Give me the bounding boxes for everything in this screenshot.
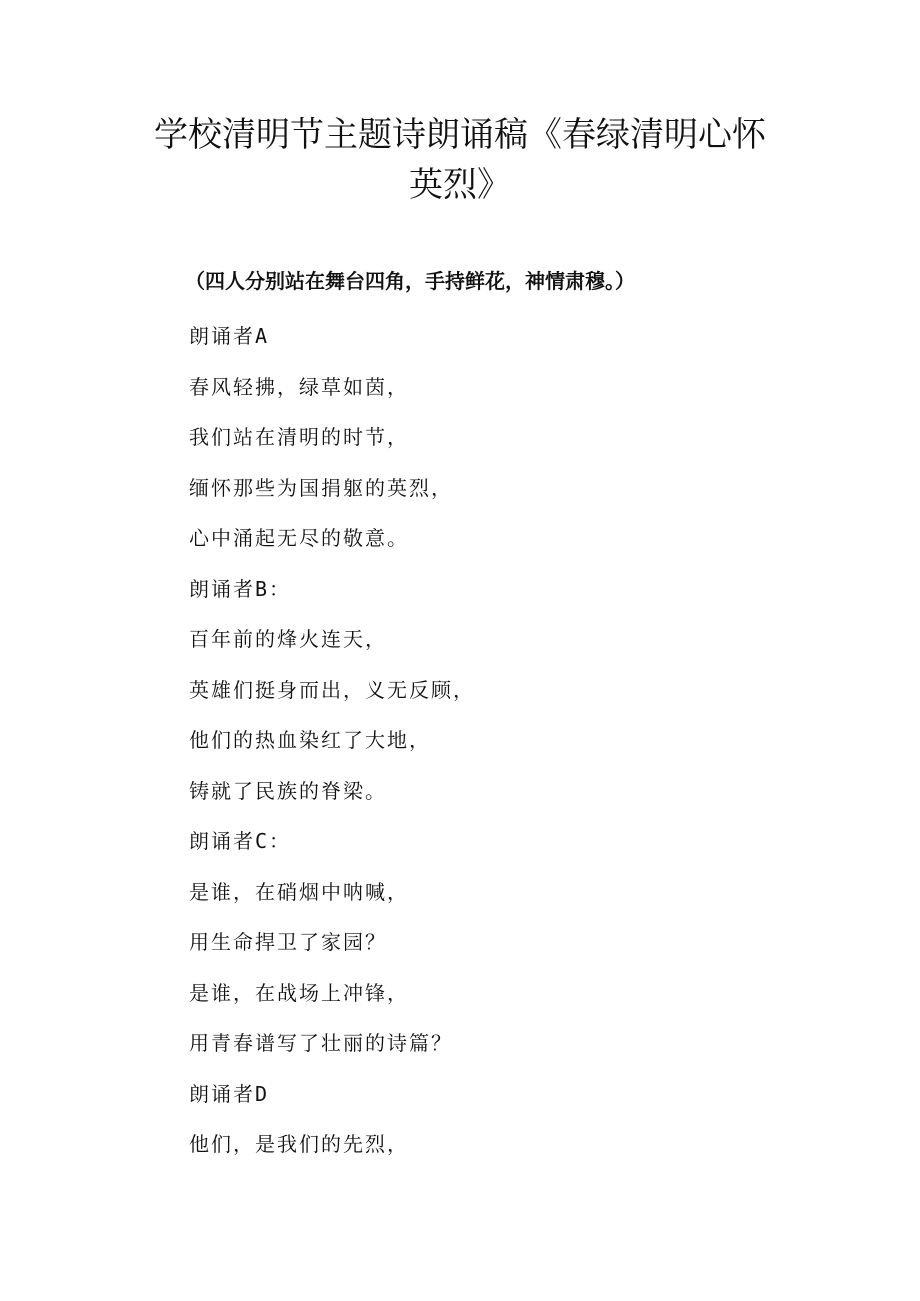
poem-line: 他们的热血染红了大地，: [189, 728, 431, 752]
stage-direction: （四人分别站在舞台四角，手持鲜花，神情肃穆。）: [185, 269, 635, 293]
poem-line: 缅怀那些为国捐躯的英烈，: [189, 475, 453, 500]
poem-body: [189, 318, 789, 1177]
poem-line: 是谁，在硝烟中呐喊，: [189, 879, 409, 904]
title-line-1: 学校清明节主题诗朗诵稿《春绿清明心怀: [154, 115, 766, 155]
poem-line: 春风轻拂，绿草如茵，: [189, 374, 409, 399]
title-line-2: 英烈》: [409, 165, 511, 205]
poem-line: 铸就了民族的脊梁。: [189, 778, 387, 803]
poem-line: 他们，是我们的先烈，: [189, 1132, 409, 1156]
poem-line: 用生命捍卫了家园？: [189, 930, 387, 954]
poem-line: 是谁，在战场上冲锋，: [189, 980, 409, 1005]
poem-line: 英雄们挺身而出，义无反顾，: [189, 677, 475, 702]
speaker-label: 朗诵者A: [189, 324, 270, 348]
speaker-label: 朗诵者C：: [189, 829, 292, 853]
poem-line: 心中涌起无尽的敬意。: [189, 526, 409, 550]
poem-line: 我们站在清明的时节，: [189, 425, 409, 449]
poem-line: 百年前的烽火连天，: [189, 627, 387, 651]
poem-line: 用青春谱写了壮丽的诗篇？: [189, 1031, 453, 1055]
speaker-label: 朗诵者B：: [189, 576, 292, 601]
document-title: [110, 110, 810, 210]
speaker-label: 朗诵者D: [189, 1081, 270, 1106]
